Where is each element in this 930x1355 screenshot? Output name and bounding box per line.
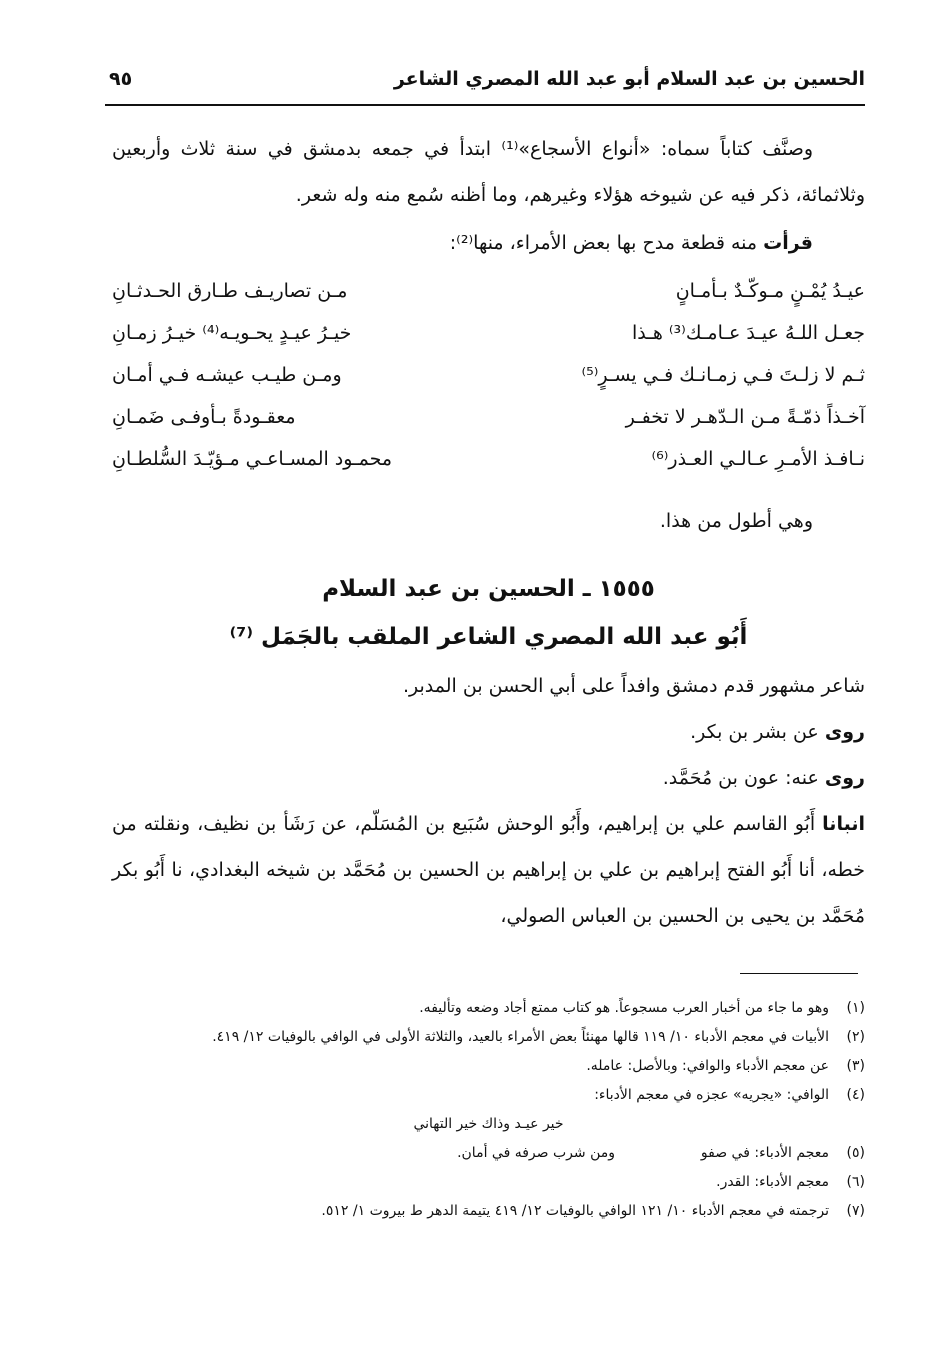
riwaya2-text: عنه: عون بن مُحَمَّد. [662, 767, 819, 789]
intro-text: وصنَّف كتاباً سماه: «أنواع الأسجاع»⁽¹⁾ ابتدأ في جمعه بدمشق في سنة ثلاث وأربعين وثلاثمائة، ذكر فيه عن شيوخه هؤلاء وغيرهم، وما أظنه سُمع منه وله شعر. [112, 138, 865, 206]
footnote-number: (٦) [846, 1174, 865, 1190]
verse-second-hemistich: مـن تصاريـف طـارق الحـدثـانِ [112, 280, 348, 302]
anbana-lead: انبانا [822, 813, 865, 835]
verse-first-hemistich: آخـذاً ذمّـةً مـن الـدّهـر لا تخفـر [625, 406, 865, 428]
footnote [112, 1170, 865, 1195]
footnote-text: عن معجم الأدباء والوافي: وبالأصل: عامله. [586, 1058, 829, 1074]
poem-verse [112, 448, 865, 490]
footnote-number: (٣) [846, 1058, 865, 1074]
verse-first-hemistich: عيـدُ يُمْـنٍ مـوكّـدٌ بـأمـانٍ [675, 280, 865, 302]
riwaya-text: عن بشر بن بكر. [690, 721, 819, 743]
intro-paragraph-2 [112, 220, 865, 266]
footnote-text-b: ومن شرب صرفه في أمان. [457, 1145, 615, 1161]
footnote-text: معجم الأدباء: في صفو [700, 1145, 829, 1161]
verse-first-hemistich: نـافـذ الأمـرِ عـالـي العـذر⁽⁶⁾ [651, 448, 865, 470]
footnote [112, 1199, 865, 1224]
verse-first-hemistich: جعـل اللـهُ عيـدَ عـامـك⁽³⁾ هـذا [632, 322, 865, 344]
poem-verse [112, 322, 865, 364]
footnote-divider [740, 973, 858, 974]
entry-description: شاعر مشهور قدم دمشق وافداً على أبي الحسن بن المدبر. [402, 675, 865, 697]
footnote [112, 1141, 865, 1166]
footnote-number: (٧) [846, 1203, 865, 1219]
page-number: ٩٥ [109, 68, 133, 90]
page-header [105, 64, 865, 106]
footnote [112, 1054, 865, 1079]
footnote-text: الأبيات في معجم الأدباء ١٠/ ١١٩ قالها مهنئاً بعض الأمراء بالعيد، والثلاثة الأولى في الوافي بالوفيات ١٢/ ٤١٩. [212, 1029, 829, 1045]
footnote-text: معجم الأدباء: القدر. [716, 1174, 829, 1190]
entry-heading-line-1: ١٥٥٥ ـ الحسين بن عبد السلام [322, 576, 655, 602]
verse-second-hemistich: ومـن طيـب عيشـه فـي أمـان [112, 364, 342, 386]
footnote-number: (١) [846, 1000, 865, 1016]
intro-paragraph [112, 126, 865, 218]
verse-second-hemistich: محمـود المسـاعـي مـؤيّـدَ السُّلطـانِ [112, 448, 393, 470]
riwaya-lead: روى [824, 721, 865, 743]
anbana-text: أَبُو القاسم علي بن إبراهيم، وأَبُو الوحش سُبَيع بن المُسَلّم، عن رَشَأ بن نظيف، ونقلته من خطه، أنا أَبُو الفتح إبراهيم بن علي بن إبراهيم بن الحسين بن مُحَمَّد بن شيخه البغدادي، نا أَبُو بكر مُحَمَّد بن يحيى بن الحسين بن العباس الصولي، [112, 813, 865, 927]
qaraat-lead: قرأت [763, 232, 813, 254]
riwaya2-lead: روى [824, 767, 865, 789]
footnote-verse: خير عيـد وذاك خير التهاني [413, 1116, 564, 1132]
footnote [112, 996, 865, 1021]
poem [112, 280, 865, 490]
poem-verse [112, 406, 865, 448]
entry-heading-line-2: أَبُو عبد الله المصري الشاعر الملقب بالجَمَل ⁽⁷⁾ [229, 624, 748, 650]
running-title: الحسين بن عبد السلام أبو عبد الله المصري الشاعر [393, 68, 865, 90]
footnotes [112, 996, 865, 1228]
poem-verse [112, 280, 865, 322]
after-poem: وهي أطول من هذا. [659, 510, 813, 532]
footnote-number: (٤) [846, 1087, 865, 1103]
footnote [112, 1083, 865, 1108]
verse-second-hemistich: معقـودةً بـأوفـى ضَمـانِ [112, 406, 296, 428]
footnote [112, 1025, 865, 1050]
footnote-text: الوافي: «يجريه» عجزه في معجم الأدباء: [594, 1087, 829, 1103]
entry-body [112, 663, 865, 939]
verse-first-hemistich: ثـم لا زلـتَ فـي زمـانـك فـي يسـرٍ⁽⁵⁾ [581, 364, 865, 386]
intro-text-2: منه قطعة مدح بها بعض الأمراء، منها⁽²⁾: [449, 232, 758, 254]
verse-second-hemistich: خيـرُ عيـدٍ يحـويـه⁽⁴⁾ خيـرُ زمـانِ [112, 322, 352, 344]
footnote-number: (٢) [846, 1029, 865, 1045]
poem-verse [112, 364, 865, 406]
footnote-text: وهو ما جاء من أخبار العرب مسجوعاً. هو كتاب ممتع أجاد وضعه وتأليفه. [419, 1000, 829, 1016]
footnote-number: (٥) [846, 1145, 865, 1161]
entry-heading [112, 565, 865, 661]
footnote-text: ترجمته في معجم الأدباء ١٠/ ١٢١ الوافي بالوفيات ١٢/ ٤١٩ يتيمة الدهر ط بيروت ١/ ٥١٢. [321, 1203, 829, 1219]
